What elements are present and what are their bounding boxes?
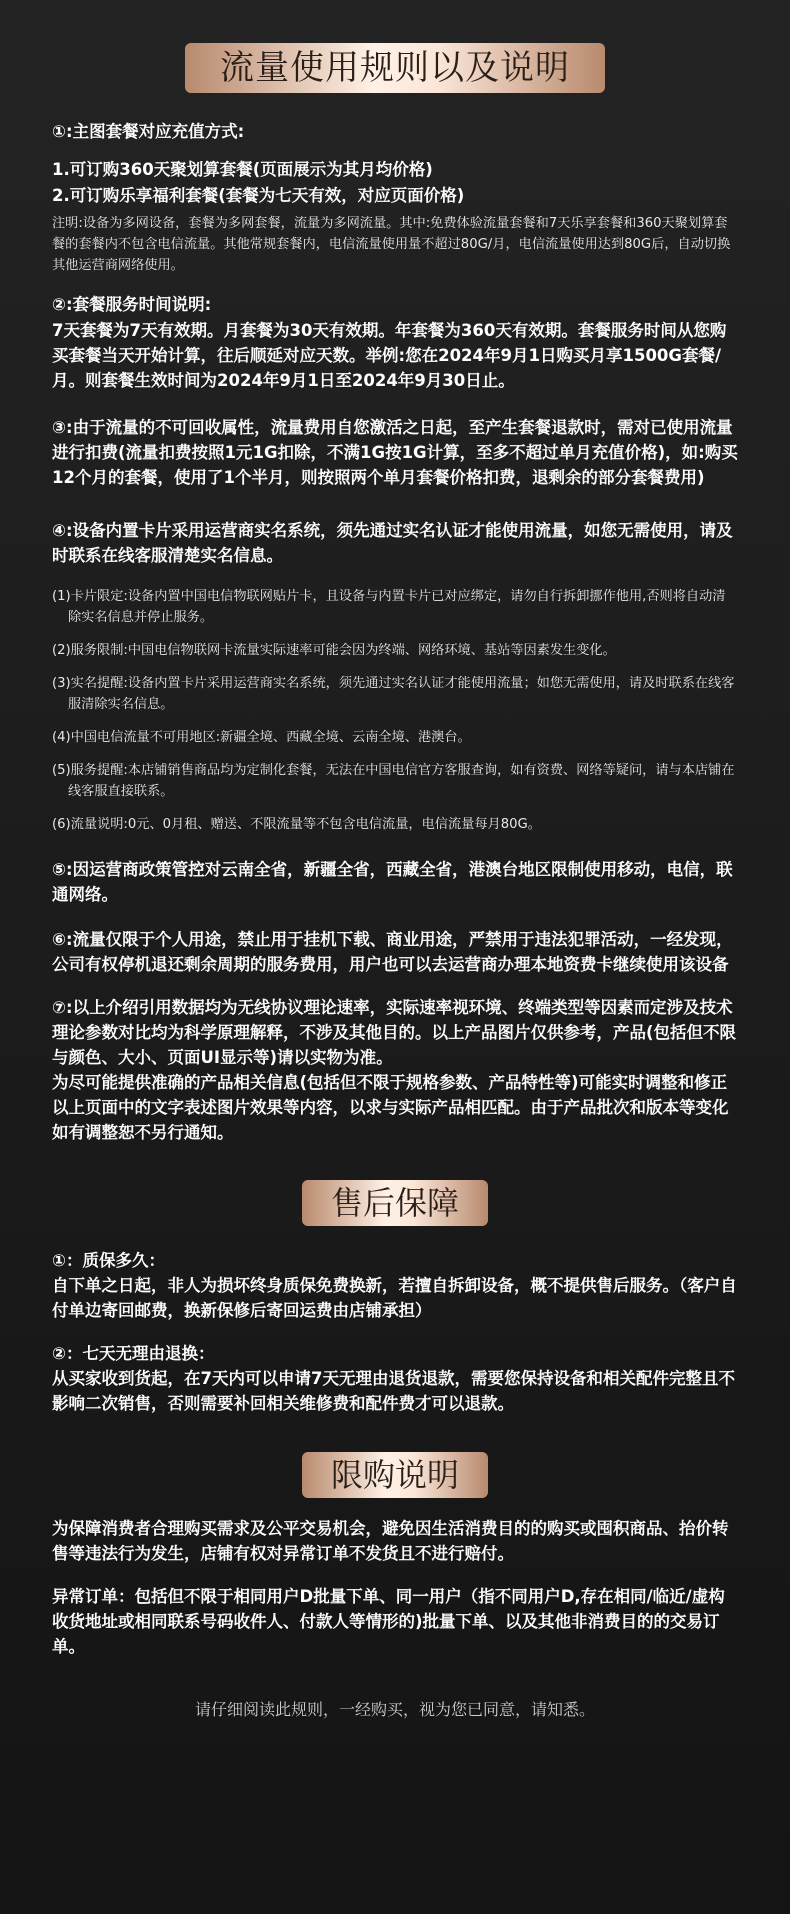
page-title-banner <box>185 43 605 93</box>
section-5-body: ⑤:因运营商政策管控对云南全省，新疆全省，西藏全省，港澳台地区限制使用移动，电信，联通网络。 <box>52 860 733 904</box>
after-sales-1-body: 自下单之日起，非人为损坏终身质保免费换新，若擅自拆卸设备，概不提供售后服务。（客户自付单边寄回邮费，换新保修后寄回运费由店铺承担） <box>52 1276 737 1320</box>
after-sales-2-body: 从买家收到货起，在7天内可以申请7天无理由退货退款，需要您保持设备和相关配件完整且不影响二次销售，否则需要补回相关维修费和配件费才可以退款。 <box>52 1369 735 1413</box>
page-title: 流量使用规则以及说明 <box>220 48 570 88</box>
section-1 <box>52 119 738 276</box>
purchase-limit-paragraph-1: 为保障消费者合理购买需求及公平交易机会，避免因生活消费目的的购买或囤积商品、抬价转售等违法行为发生，店铺有权对异常订单不发货且不进行赔付。 <box>52 1519 729 1563</box>
section-4-item-3: (3)实名提醒:设备内置卡片采用运营商实名系统，须先通过实名认证才能使用流量；如您无需使用，请及时联系在线客服清除实名信息。 <box>52 676 735 712</box>
purchase-limit-banner <box>302 1452 488 1498</box>
section-1-line-1: 1.可订购360天聚划算套餐(页面展示为其月均价格) <box>52 160 433 179</box>
section-3 <box>52 415 738 490</box>
section-6 <box>52 927 738 977</box>
section-2 <box>52 292 738 393</box>
after-sales-banner <box>302 1180 488 1226</box>
section-4 <box>52 518 738 835</box>
after-sales-2-heading: ②：七天无理由退换： <box>52 1344 215 1363</box>
section-4-item-1: (1)卡片限定:设备内置中国电信物联网贴片卡，且设备与内置卡片已对应绑定，请勿自行拆卸挪作他用,否则将自动清除实名信息并停止服务。 <box>52 589 726 625</box>
section-4-item-4: (4)中国电信流量不可用地区:新疆全境、西藏全境、云南全境、港澳台。 <box>52 730 471 745</box>
section-6-body: ⑥:流量仅限于个人用途，禁止用于挂机下载、商业用途，严禁用于违法犯罪活动，一经发现，公司有权停机退还剩余周期的服务费用，用户也可以去运营商办理本地资费卡继续使用该设备 <box>52 930 733 974</box>
section-7-paragraph-2: 为尽可能提供准确的产品相关信息(包括但不限于规格参数、产品特性等)可能实时调整和修正以上页面中的文字表述图片效果等内容，以求与实际产品相匹配。由于产品批次和版本等变化如有调整恕不另行通知。 <box>52 1073 729 1142</box>
section-2-body: 7天套餐为7天有效期。月套餐为30天有效期。年套餐为360天有效期。套餐服务时间从您购买套餐当天开始计算，往后顺延对应天数。举例:您在2024年9月1日购买月享1500G套餐/月。则套餐生效时间为2024年9月1日至2024年9月30日止。 <box>52 321 727 390</box>
section-2-heading: ②:套餐服务时间说明: <box>52 295 212 314</box>
section-3-body: ③:由于流量的不可回收属性，流量费用自您激活之日起，至产生套餐退款时，需对已使用流量进行扣费(流量扣费按照1元1G扣除，不满1G按1G计算，至多不超过单月充值价格)，如:购买12个月的套餐，使用了1个半月，则按照两个单月套餐价格扣费，退剩余的部分套餐费用) <box>52 418 738 487</box>
after-sales-title: 售后保障 <box>330 1184 459 1222</box>
section-4-item-6: (6)流量说明:0元、0月租、赠送、不限流量等不包含电信流量，电信流量每月80G。 <box>52 817 541 832</box>
section-4-item-5: (5)服务提醒:本店铺销售商品均为定制化套餐，无法在中国电信官方客服查询，如有资费、网络等疑问，请与本店铺在线客服直接联系。 <box>52 763 735 799</box>
section-4-body: ④:设备内置卡片采用运营商实名系统，须先通过实名认证才能使用流量，如您无需使用，请及时联系在线客服清楚实名信息。 <box>52 521 733 565</box>
purchase-limit-title: 限购说明 <box>330 1456 459 1494</box>
after-sales-1-heading: ①：质保多久： <box>52 1251 165 1270</box>
section-4-item-2: (2)服务限制:中国电信物联网卡流量实际速率可能会因为终端、网络环境、基站等因素发生变化。 <box>52 643 616 658</box>
section-1-heading: ①:主图套餐对应充值方式: <box>52 122 245 141</box>
section-1-line-2: 2.可订购乐享福利套餐(套餐为七天有效，对应页面价格) <box>52 186 465 205</box>
purchase-limit-section <box>52 1516 738 1659</box>
section-1-note: 注明:设备为多网设备，套餐为多网套餐，流量为多网流量。其中:免费体验流量套餐和7天乐享套餐和360天聚划算套餐的套餐内不包含电信流量。其他常规套餐内，电信流量使用量不超过80G/月，电信流量使用达到80G后，自动切换其他运营商网络使用。 <box>52 216 731 273</box>
purchase-limit-paragraph-2: 异常订单：包括但不限于相同用户D批量下单、同一用户（指不同用户D,存在相同/临近/虚构收货地址或相同联系号码收件人、付款人等情形的)批量下单、以及其他非消费目的的交易订单。 <box>52 1587 725 1656</box>
section-7-paragraph-1: ⑦:以上介绍引用数据均为无线协议理论速率，实际速率视环境、终端类型等因素而定涉及技术理论参数对比均为科学原理解释，不涉及其他目的。以上产品图片仅供参考，产品(包括但不限与颜色、大小、页面UI显示等)请以实物为准。 <box>52 998 737 1067</box>
after-sales-section <box>52 1248 738 1416</box>
footer-note: 请仔细阅读此规则，一经购买，视为您已同意，请知悉。 <box>194 1700 595 1719</box>
section-5 <box>52 857 738 907</box>
page <box>0 43 790 1914</box>
section-7 <box>52 995 738 1145</box>
